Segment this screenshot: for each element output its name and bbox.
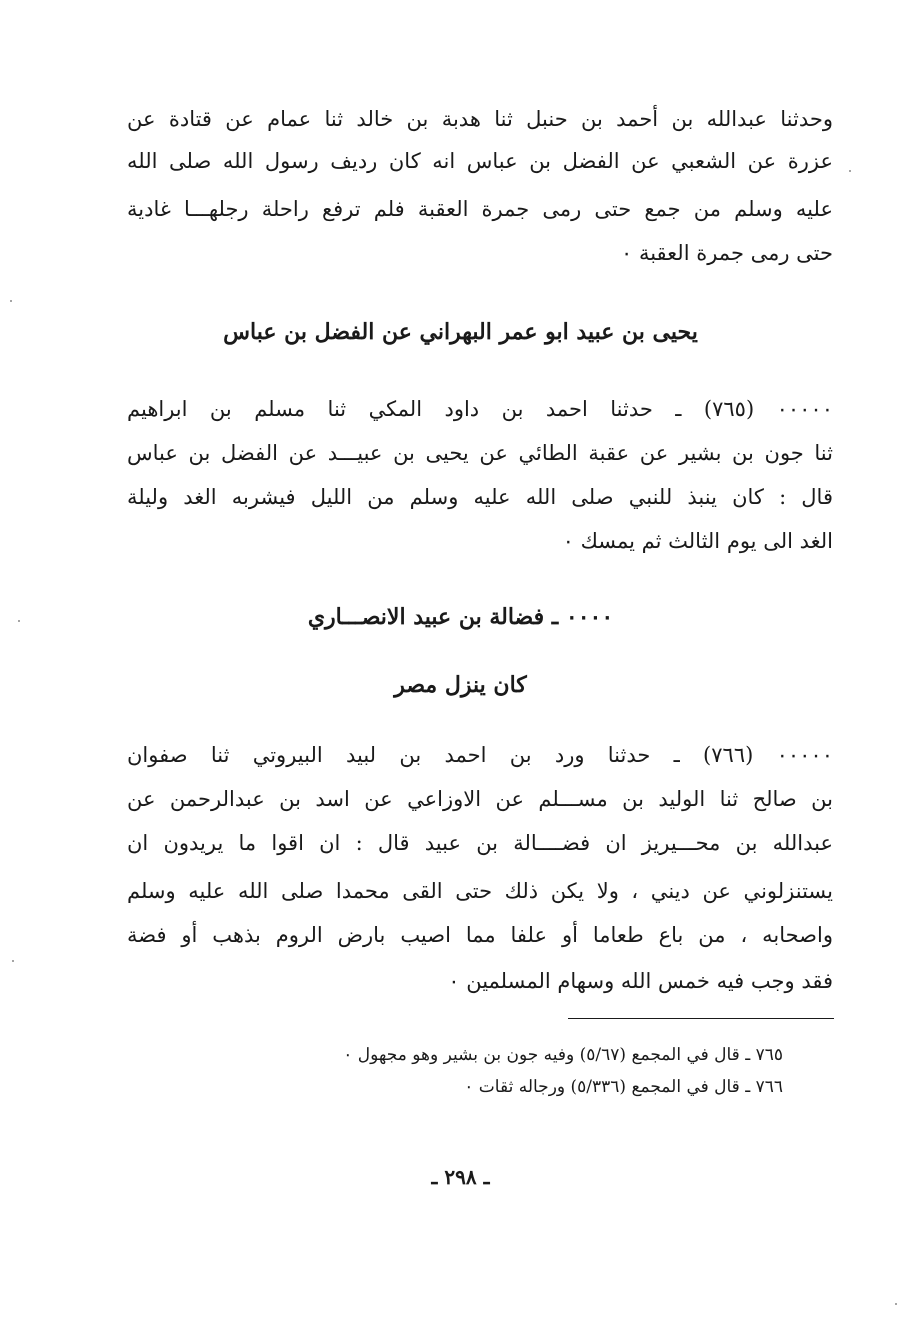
text-line: واصحابه ، من باع طعاما أو علفا مما اصيب بارض الروم بذهب أو فضة: [127, 923, 833, 947]
scan-speck: [10, 300, 12, 302]
text-line: وحدثنا عبدالله بن أحمد بن حنبل ثنا هدبة بن خالد ثنا عمام عن قتادة عن: [127, 107, 833, 131]
text-line: ثنا جون بن بشير عن عقبة الطائي عن يحيى بن عبيـــد عن الفضل بن عباس: [127, 441, 833, 465]
text-line: فقد وجب فيه خمس الله وسهام المسلمين ٠: [448, 969, 833, 993]
text-line: ٠٠٠٠٠ (٧٦٦) ـ حدثنا ورد بن احمد بن لبيد البيروتي ثنا صفوان: [127, 743, 833, 767]
text-line: بن صالح ثنا الوليد بن مســـلم عن الاوزاعي عن اسد بن عبدالرحمن عن: [127, 787, 833, 811]
text-line: حتى رمى جمرة العقبة ٠: [621, 241, 833, 265]
text-line: عليه وسلم من جمع حتى رمى جمرة العقبة فلم ترفع راحلة رجلهـــا غادية: [127, 197, 833, 221]
section-heading: ٠٠٠٠ ـ فضالة بن عبيد الانصـــاري: [307, 604, 614, 630]
footnote-separator: [568, 1018, 834, 1019]
scan-speck: [12, 960, 14, 962]
footnote: ٧٦٦ ـ قال في المجمع (٥/٣٣٦) ورجاله ثقات ٠: [464, 1077, 783, 1097]
scan-speck: [895, 1303, 897, 1305]
scan-speck: [849, 170, 851, 172]
scan-speck: [18, 620, 20, 622]
page-number: ـ ٢٩٨ ـ: [431, 1165, 490, 1189]
text-line: يستنزلوني عن ديني ، ولا يكن ذلك حتى القى محمدا صلى الله عليه وسلم: [127, 879, 833, 903]
text-line: عبدالله بن محـــيريز ان فضــــالة بن عبيد قال : ان اقوا ما يريدون ان: [127, 831, 833, 855]
text-line: الغد الى يوم الثالث ثم يمسك ٠: [562, 529, 833, 553]
section-subheading: كان ينزل مصر: [394, 672, 527, 698]
text-line: قال : كان ينبذ للنبي صلى الله عليه وسلم من الليل فيشربه الغد وليلة: [127, 485, 833, 509]
section-heading: يحيى بن عبيد ابو عمر البهراني عن الفضل بن عباس: [223, 319, 698, 345]
text-line: ٠٠٠٠٠ (٧٦٥) ـ حدثنا احمد بن داود المكي ثنا مسلم بن ابراهيم: [127, 397, 833, 421]
footnote: ٧٦٥ ـ قال في المجمع (٥/٦٧) وفيه جون بن بشير وهو مجهول ٠: [343, 1045, 783, 1065]
text-line: عزرة عن الشعبي عن الفضل بن عباس انه كان رديف رسول الله صلى الله: [127, 149, 833, 173]
